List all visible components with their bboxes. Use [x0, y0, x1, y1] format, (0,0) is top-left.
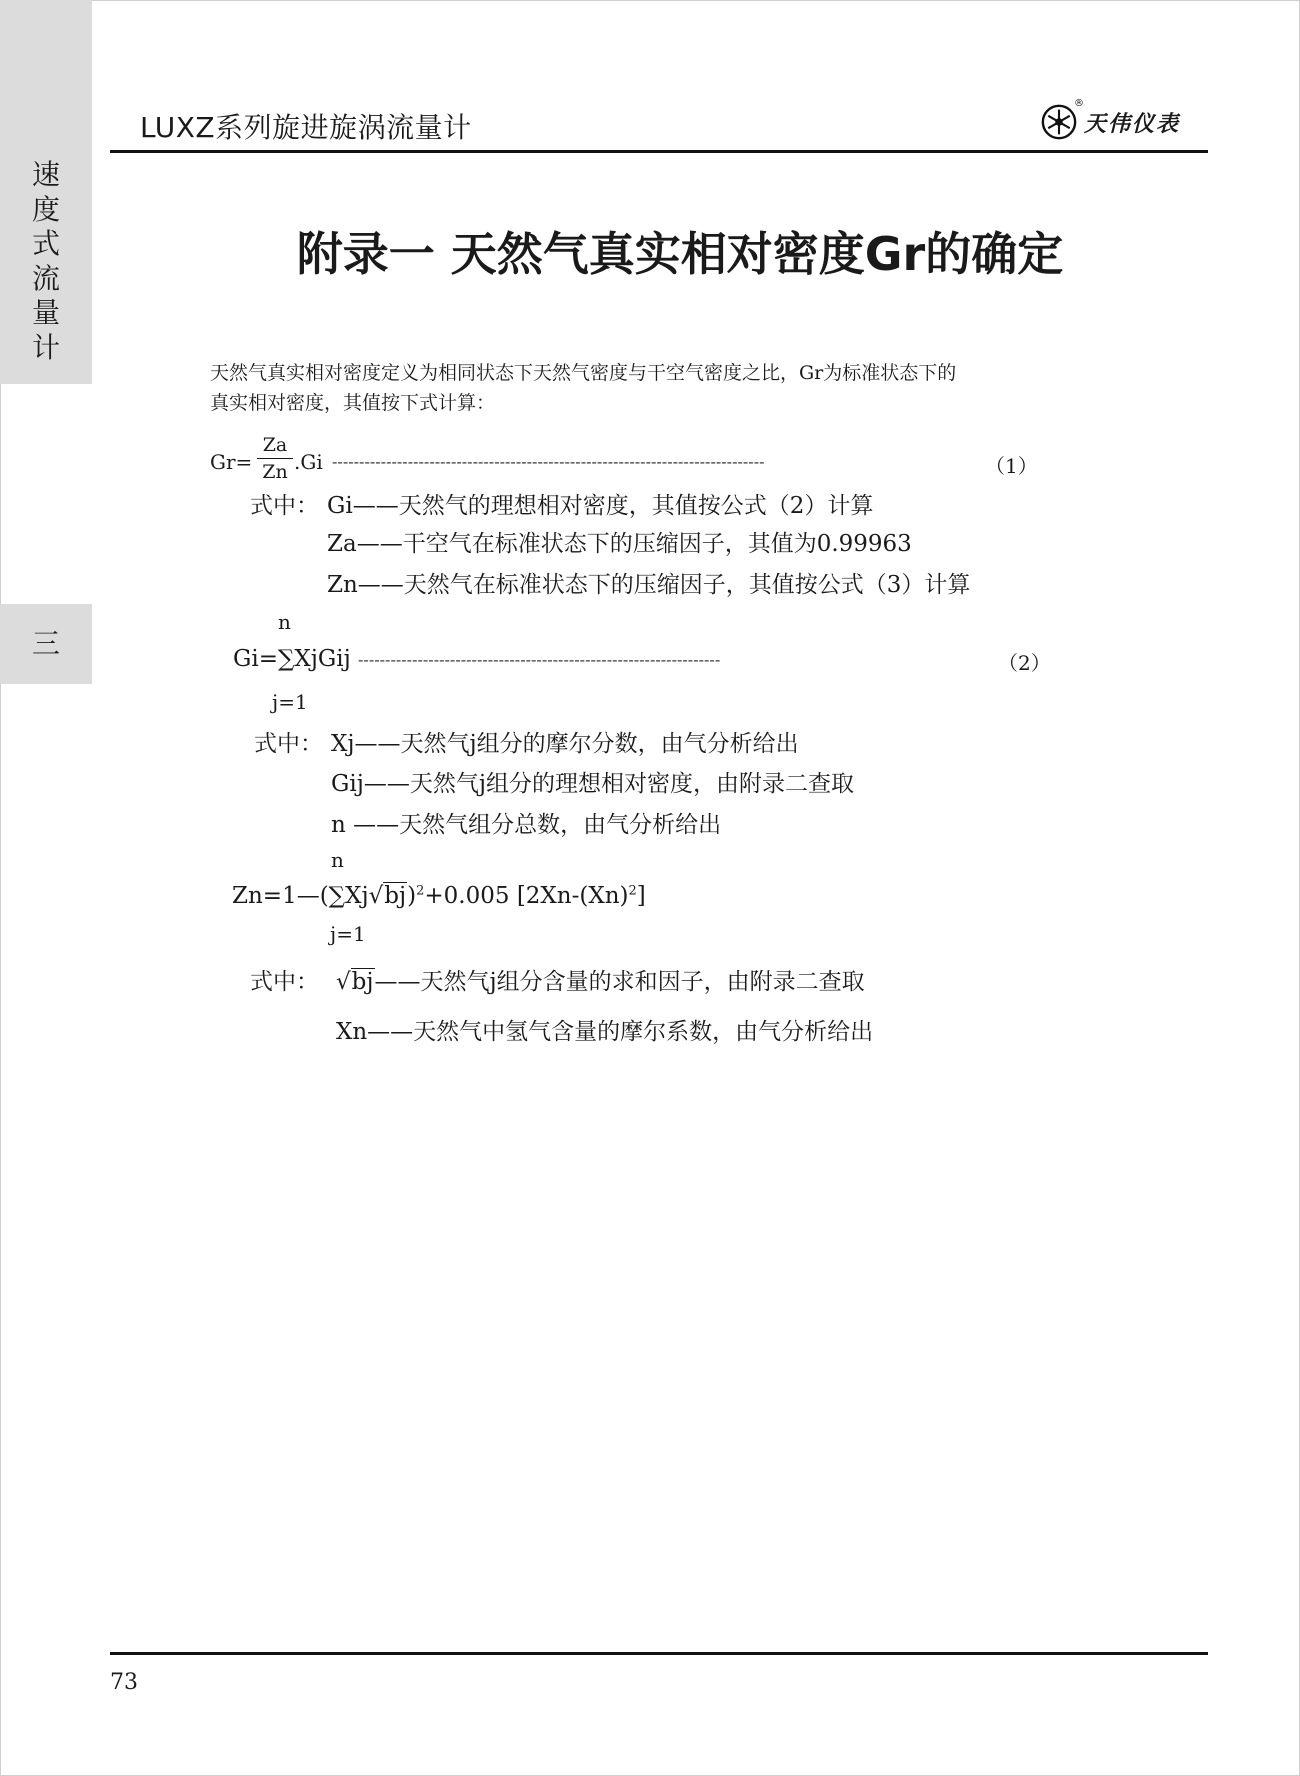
formula3-exponent-2: 2 — [628, 883, 637, 899]
formula2-number: （2） — [998, 651, 1051, 675]
header-rule — [110, 150, 1208, 153]
bj-radicand: bj — [351, 969, 374, 995]
def-zn: Zn——天然气在标准状态下的压缩因子，其值按公式（3）计算 — [327, 572, 971, 598]
formula1-rhs: .Gi — [294, 450, 323, 474]
fraction-bar — [257, 458, 293, 459]
formula1-denominator: Zn — [262, 461, 288, 483]
page-title: 附录一 天然气真实相对密度Gr的确定 — [296, 227, 1064, 281]
brand-logo — [1040, 98, 1181, 142]
side-section-label: 速 度 式 流 量 计 — [31, 158, 60, 364]
formula1-number: （1） — [985, 454, 1038, 478]
side-chapter-tab: 三 — [0, 604, 92, 684]
header-title: LUXZ系列旋进旋涡流量计 — [140, 111, 472, 144]
formula3-part3: +0.005 [2Xn-(Xn) — [424, 883, 629, 909]
defs3-prefix: 式中： — [250, 969, 319, 995]
formula1-lhs: Gr= — [210, 450, 253, 474]
formula3-lower-limit: j=1 — [330, 922, 366, 946]
def-xn: Xn——天然气中氢气含量的摩尔系数，由气分析给出 — [336, 1019, 874, 1045]
def-bj — [336, 963, 865, 996]
formula3-part2: ) — [407, 883, 417, 909]
defs1-prefix: 式中： — [250, 493, 319, 519]
formula3-upper-limit: n — [331, 848, 344, 872]
def-gi: Gi——天然气的理想相对密度，其值按公式（2）计算 — [327, 493, 874, 519]
def-xj: Xj——天然气j组分的摩尔分数，由气分析给出 — [331, 731, 799, 757]
bj-definition: ——天然气j组分含量的求和因子，由附录二查取 — [374, 969, 865, 995]
footer-rule — [110, 1652, 1208, 1655]
registered-mark: ® — [1074, 98, 1084, 109]
intro-line-1: 天然气真实相对密度定义为相同状态下天然气密度与干空气密度之比，Gr为标准状态下的 — [210, 362, 957, 384]
side-section-tab — [0, 0, 92, 384]
def-gij: Gij——天然气j组分的理想相对密度，由附录二查取 — [331, 771, 854, 797]
page-number: 73 — [110, 1670, 138, 1695]
def-za: Za——干空气在标准状态下的压缩因子，其值为0.99963 — [327, 531, 912, 557]
def-n: n ——天然气组分总数，由气分析给出 — [331, 812, 722, 838]
sqrt-symbol: √ — [336, 969, 351, 995]
formula2-upper-limit: n — [278, 610, 291, 634]
formula3-part1: Zn=1—(∑Xj√ — [232, 883, 384, 909]
brand-text: 天伟仪表 — [1084, 110, 1181, 137]
formula2-lower-limit: j=1 — [272, 690, 308, 714]
defs2-prefix: 式中： — [254, 731, 323, 757]
formula1-leader: -------------------------------------------------------------------------------- — [332, 452, 765, 471]
brand-emblem-icon — [1040, 103, 1078, 141]
formula2-leader: ------------------------------------------------------------------- — [358, 650, 721, 669]
formula1-fraction — [257, 434, 293, 483]
formula3-radicand: bj — [384, 883, 407, 909]
intro-paragraph — [210, 358, 1130, 418]
intro-line-2: 真实相对密度，其值按下式计算： — [210, 392, 496, 414]
formula1-numerator: Za — [262, 434, 288, 456]
formula2-expression: Gi=∑XjGij — [233, 646, 351, 672]
formula3-expression — [232, 883, 646, 909]
formula3-exponent-1: 2 — [416, 883, 425, 899]
formula3-part4: ] — [636, 883, 646, 909]
